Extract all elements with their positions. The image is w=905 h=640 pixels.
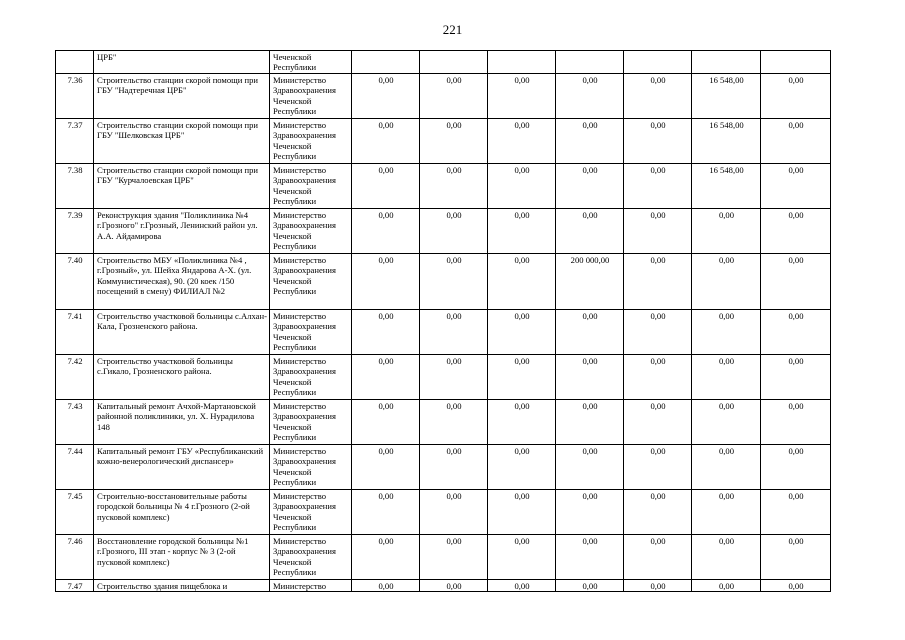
value-cell: 0,00 (624, 208, 692, 253)
table-row (56, 253, 831, 309)
value-cell: 0,00 (624, 399, 692, 444)
activity-name-cell: Реконструкция здания "Поликлиника №4 г.Грозного" г.Грозный, Ленинский район ул. А.А. Айдамирова (94, 208, 270, 253)
value-cell: 0,00 (692, 309, 761, 354)
value-cell: 0,00 (488, 208, 556, 253)
value-cell: 0,00 (624, 163, 692, 208)
activity-name-cell: Строительство станции скорой помощи при ГБУ "Шелковская ЦРБ" (94, 118, 270, 163)
value-cell (556, 51, 624, 74)
value-cell (624, 51, 692, 74)
table-row (56, 534, 831, 579)
value-cell: 0,00 (352, 73, 420, 118)
value-cell: 0,00 (692, 579, 761, 591)
activity-name-cell: Капитальный ремонт ГБУ «Республиканский кожно-венерологический диспансер» (94, 444, 270, 489)
page-number: 221 (442, 22, 463, 37)
value-cell: 0,00 (556, 208, 624, 253)
value-cell (352, 51, 420, 74)
responsible-org-cell: Министерство Здравоохранения Чеченской Республики (270, 399, 352, 444)
activity-name-cell: ЦРБ" (94, 51, 270, 74)
value-cell: 0,00 (352, 489, 420, 534)
row-number-cell: 7.41 (56, 309, 94, 354)
activity-name-cell: Строительно-восстановительные работы городской больницы № 4 г.Грозного (2-ой пусковой комплекс) (94, 489, 270, 534)
value-cell: 0,00 (488, 489, 556, 534)
value-cell: 0,00 (488, 444, 556, 489)
activity-name-cell: Восстановление городской больницы №1 г.Грозного, III этап - корпус № 3 (2-ой пусковой комплекс) (94, 534, 270, 579)
value-cell: 0,00 (420, 354, 488, 399)
value-cell: 0,00 (352, 309, 420, 354)
value-cell: 0,00 (761, 253, 831, 309)
value-cell (761, 51, 831, 74)
value-cell: 0,00 (488, 118, 556, 163)
activity-name-cell: Строительство станции скорой помощи при ГБУ "Надтеречная ЦРБ" (94, 73, 270, 118)
activity-name-cell: Строительство станции скорой помощи при ГБУ "Курчалоевская ЦРБ" (94, 163, 270, 208)
activity-name-cell: Строительство здания пищеблока и (94, 579, 270, 591)
responsible-org-cell: Министерство Здравоохранения Чеченской Республики (270, 444, 352, 489)
row-number-cell: 7.42 (56, 354, 94, 399)
value-cell: 0,00 (761, 579, 831, 591)
value-cell: 0,00 (556, 354, 624, 399)
value-cell: 0,00 (556, 579, 624, 591)
value-cell: 0,00 (420, 534, 488, 579)
value-cell: 0,00 (488, 534, 556, 579)
value-cell: 0,00 (761, 163, 831, 208)
value-cell: 0,00 (352, 208, 420, 253)
value-cell: 0,00 (352, 444, 420, 489)
value-cell: 0,00 (420, 309, 488, 354)
row-number-cell: 7.37 (56, 118, 94, 163)
value-cell: 0,00 (488, 253, 556, 309)
value-cell: 0,00 (352, 579, 420, 591)
table-row (56, 73, 831, 118)
value-cell: 16 548,00 (692, 163, 761, 208)
value-cell: 0,00 (624, 534, 692, 579)
table-row (56, 118, 831, 163)
activity-name-cell: Строительство участковой больницы с.Гикало, Грозненского района. (94, 354, 270, 399)
value-cell: 0,00 (488, 309, 556, 354)
value-cell: 0,00 (692, 444, 761, 489)
responsible-org-cell: Министерство Здравоохранения Чеченской Республики (270, 309, 352, 354)
activity-name-cell: Капитальный ремонт Ачхой-Мартановской районной поликлиники, ул. Х. Нурадилова 148 (94, 399, 270, 444)
value-cell: 0,00 (488, 73, 556, 118)
row-number-cell: 7.47 (56, 579, 94, 591)
row-number-cell: 7.43 (56, 399, 94, 444)
row-number-cell: 7.39 (56, 208, 94, 253)
value-cell: 0,00 (420, 118, 488, 163)
value-cell: 0,00 (692, 253, 761, 309)
value-cell: 0,00 (761, 73, 831, 118)
value-cell: 0,00 (420, 444, 488, 489)
value-cell: 0,00 (420, 253, 488, 309)
table-row (56, 208, 831, 253)
activity-name-cell: Строительство участковой больницы с.Алхан-Кала, Грозненского района. (94, 309, 270, 354)
value-cell: 0,00 (420, 163, 488, 208)
value-cell: 16 548,00 (692, 118, 761, 163)
value-cell: 16 548,00 (692, 73, 761, 118)
value-cell: 0,00 (761, 354, 831, 399)
value-cell: 0,00 (352, 118, 420, 163)
row-number-cell: 7.45 (56, 489, 94, 534)
value-cell: 0,00 (692, 208, 761, 253)
budget-table (55, 50, 831, 592)
value-cell: 0,00 (556, 534, 624, 579)
value-cell: 0,00 (556, 118, 624, 163)
value-cell: 0,00 (488, 399, 556, 444)
value-cell: 0,00 (624, 309, 692, 354)
value-cell: 0,00 (761, 534, 831, 579)
row-number-cell: 7.38 (56, 163, 94, 208)
value-cell: 0,00 (556, 399, 624, 444)
table-row (56, 309, 831, 354)
value-cell: 0,00 (761, 208, 831, 253)
value-cell: 0,00 (488, 579, 556, 591)
value-cell: 0,00 (624, 579, 692, 591)
value-cell: 0,00 (420, 208, 488, 253)
row-number-cell: 7.40 (56, 253, 94, 309)
value-cell: 0,00 (556, 309, 624, 354)
responsible-org-cell: Чеченской Республики (270, 51, 352, 74)
value-cell: 0,00 (761, 489, 831, 534)
value-cell: 0,00 (352, 399, 420, 444)
value-cell: 0,00 (488, 354, 556, 399)
value-cell: 0,00 (352, 354, 420, 399)
value-cell: 0,00 (556, 163, 624, 208)
value-cell: 200 000,00 (556, 253, 624, 309)
value-cell: 0,00 (761, 309, 831, 354)
row-number-cell: 7.36 (56, 73, 94, 118)
responsible-org-cell: Министерство Здравоохранения Чеченской Республики (270, 253, 352, 309)
table-row (56, 399, 831, 444)
row-number-cell: 7.44 (56, 444, 94, 489)
value-cell: 0,00 (692, 354, 761, 399)
responsible-org-cell: Министерство Здравоохранения Чеченской Республики (270, 489, 352, 534)
responsible-org-cell: Министерство Здравоохранения Чеченской Республики (270, 118, 352, 163)
value-cell: 0,00 (761, 444, 831, 489)
value-cell: 0,00 (624, 444, 692, 489)
row-number-cell: 7.46 (56, 534, 94, 579)
value-cell: 0,00 (692, 534, 761, 579)
activity-name-cell: Строительство МБУ «Поликлиника №4 , г.Грозный», ул. Шейха Яндарова А-Х. (ул. Коммунистическая), 90. (20 коек /150 посещений в смену) ФИЛИАЛ №2 (94, 253, 270, 309)
responsible-org-cell: Министерство (270, 579, 352, 591)
responsible-org-cell: Министерство Здравоохранения Чеченской Республики (270, 354, 352, 399)
value-cell: 0,00 (420, 489, 488, 534)
responsible-org-cell: Министерство Здравоохранения Чеченской Республики (270, 163, 352, 208)
value-cell (692, 51, 761, 74)
continuation-row (56, 51, 831, 74)
value-cell: 0,00 (556, 73, 624, 118)
value-cell: 0,00 (352, 534, 420, 579)
value-cell: 0,00 (692, 399, 761, 444)
value-cell: 0,00 (420, 73, 488, 118)
value-cell: 0,00 (352, 253, 420, 309)
value-cell: 0,00 (556, 444, 624, 489)
value-cell: 0,00 (420, 579, 488, 591)
value-cell: 0,00 (624, 489, 692, 534)
responsible-org-cell: Министерство Здравоохранения Чеченской Республики (270, 534, 352, 579)
table-row (56, 354, 831, 399)
table-row (56, 163, 831, 208)
value-cell: 0,00 (761, 399, 831, 444)
row-number-cell (56, 51, 94, 74)
table-row (56, 444, 831, 489)
value-cell: 0,00 (761, 118, 831, 163)
table-row (56, 579, 831, 591)
value-cell: 0,00 (488, 163, 556, 208)
value-cell: 0,00 (624, 73, 692, 118)
value-cell: 0,00 (624, 354, 692, 399)
value-cell (420, 51, 488, 74)
value-cell: 0,00 (352, 163, 420, 208)
table-row (56, 489, 831, 534)
responsible-org-cell: Министерство Здравоохранения Чеченской Республики (270, 208, 352, 253)
table-body (56, 51, 831, 592)
value-cell: 0,00 (624, 118, 692, 163)
value-cell: 0,00 (692, 489, 761, 534)
value-cell: 0,00 (420, 399, 488, 444)
value-cell (488, 51, 556, 74)
responsible-org-cell: Министерство Здравоохранения Чеченской Республики (270, 73, 352, 118)
value-cell: 0,00 (556, 489, 624, 534)
value-cell: 0,00 (624, 253, 692, 309)
